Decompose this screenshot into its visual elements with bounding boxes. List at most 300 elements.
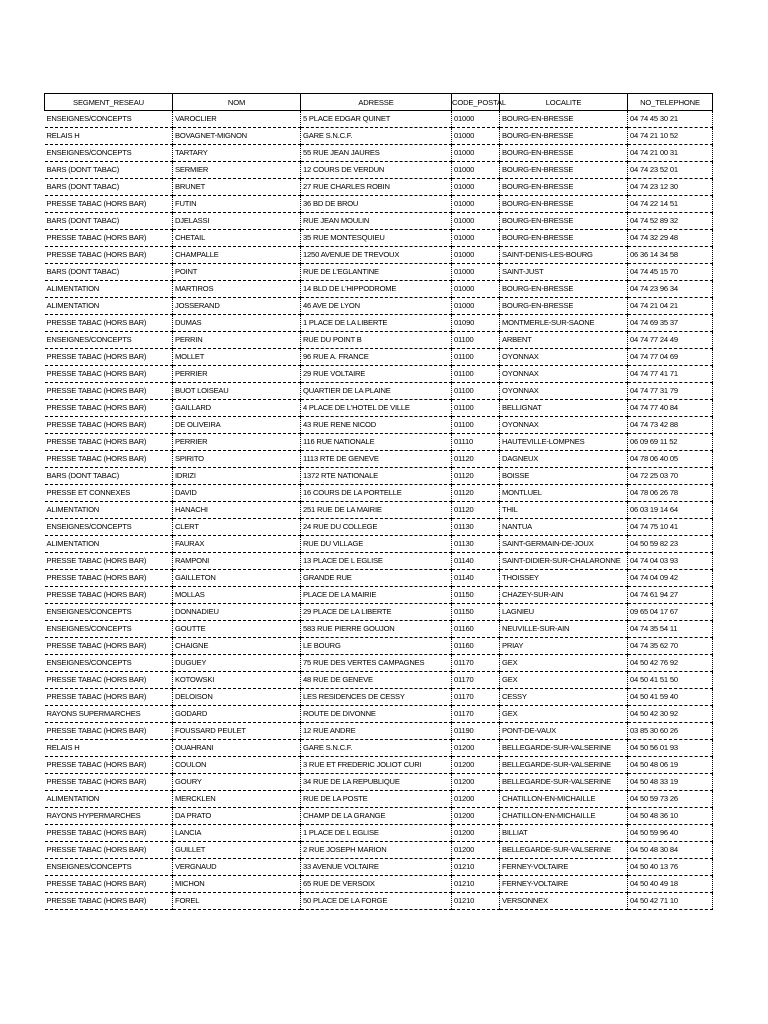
adresse-cell[interactable]: 43 RUE RENE NICOD	[301, 417, 452, 434]
adresse-cell[interactable]: QUARTIER DE LA PLAINE	[301, 383, 452, 400]
segment-reseau-cell[interactable]: BARS (DONT TABAC)	[45, 162, 173, 179]
no-telephone-cell[interactable]: 04 74 77 04 69	[628, 349, 713, 366]
no-telephone-cell[interactable]: 04 74 77 40 84	[628, 400, 713, 417]
localite-cell[interactable]: BOURG-EN-BRESSE	[500, 230, 628, 247]
adresse-cell[interactable]: 50 PLACE DE LA FORGE	[301, 893, 452, 910]
nom-cell[interactable]: KOTOWSKI	[173, 672, 301, 689]
no-telephone-cell[interactable]: 04 50 40 49 18	[628, 876, 713, 893]
no-telephone-cell[interactable]: 04 78 06 40 05	[628, 451, 713, 468]
nom-cell[interactable]: DJELASSI	[173, 213, 301, 230]
segment-reseau-cell[interactable]: PRESSE TABAC (HORS BAR)	[45, 400, 173, 417]
adresse-cell[interactable]: 96 RUE A. FRANCE	[301, 349, 452, 366]
nom-cell[interactable]: DE OLIVEIRA	[173, 417, 301, 434]
no-telephone-cell[interactable]: 04 74 35 54 11	[628, 621, 713, 638]
segment-reseau-cell[interactable]: RAYONS SUPERMARCHES	[45, 706, 173, 723]
no-telephone-cell[interactable]: 04 50 59 96 40	[628, 825, 713, 842]
no-telephone-cell[interactable]: 04 72 25 03 70	[628, 468, 713, 485]
code-postal-cell[interactable]: 01150	[452, 587, 500, 604]
localite-cell[interactable]: BELLEGARDE-SUR-VALSERINE	[500, 757, 628, 774]
nom-cell[interactable]: MICHON	[173, 876, 301, 893]
segment-reseau-cell[interactable]: RAYONS HYPERMARCHES	[45, 808, 173, 825]
code-postal-cell[interactable]: 01170	[452, 655, 500, 672]
segment-reseau-cell[interactable]: PRESSE TABAC (HORS BAR)	[45, 349, 173, 366]
no-telephone-cell[interactable]: 04 74 61 94 27	[628, 587, 713, 604]
nom-cell[interactable]: CHAMPALLE	[173, 247, 301, 264]
localite-cell[interactable]: BOURG-EN-BRESSE	[500, 145, 628, 162]
localite-cell[interactable]: MONTLUEL	[500, 485, 628, 502]
localite-cell[interactable]: BOURG-EN-BRESSE	[500, 213, 628, 230]
code-postal-cell[interactable]: 01000	[452, 281, 500, 298]
nom-cell[interactable]: RAMPONI	[173, 553, 301, 570]
adresse-cell[interactable]: RUE DE L'EGLANTINE	[301, 264, 452, 281]
no-telephone-cell[interactable]: 04 74 69 35 37	[628, 315, 713, 332]
nom-cell[interactable]: TARTARY	[173, 145, 301, 162]
nom-cell[interactable]: MERCKLEN	[173, 791, 301, 808]
code-postal-cell[interactable]: 01200	[452, 757, 500, 774]
localite-cell[interactable]: PRIAY	[500, 638, 628, 655]
nom-cell[interactable]: POINT	[173, 264, 301, 281]
no-telephone-cell[interactable]: 09 65 04 17 67	[628, 604, 713, 621]
segment-reseau-cell[interactable]: PRESSE TABAC (HORS BAR)	[45, 774, 173, 791]
localite-cell[interactable]: BELLEGARDE-SUR-VALSERINE	[500, 740, 628, 757]
no-telephone-cell[interactable]: 04 50 56 01 93	[628, 740, 713, 757]
code-postal-cell[interactable]: 01100	[452, 417, 500, 434]
localite-cell[interactable]: CHATILLON-EN-MICHAILLE	[500, 808, 628, 825]
nom-cell[interactable]: FOUSSARD PEULET	[173, 723, 301, 740]
adresse-cell[interactable]: 27 RUE CHARLES ROBIN	[301, 179, 452, 196]
code-postal-cell[interactable]: 01120	[452, 485, 500, 502]
code-postal-cell[interactable]: 01210	[452, 876, 500, 893]
nom-cell[interactable]: OUAHRANI	[173, 740, 301, 757]
no-telephone-cell[interactable]: 04 74 21 10 52	[628, 128, 713, 145]
adresse-cell[interactable]: CHAMP DE LA GRANGE	[301, 808, 452, 825]
segment-reseau-cell[interactable]: ENSEIGNES/CONCEPTS	[45, 859, 173, 876]
segment-reseau-cell[interactable]: PRESSE TABAC (HORS BAR)	[45, 230, 173, 247]
localite-cell[interactable]: GEX	[500, 672, 628, 689]
code-postal-cell[interactable]: 01200	[452, 825, 500, 842]
table-row	[45, 383, 713, 400]
code-postal-cell[interactable]: 01100	[452, 332, 500, 349]
adresse-cell[interactable]: LES RESIDENCES DE CESSY	[301, 689, 452, 706]
segment-reseau-cell[interactable]: ALIMENTATION	[45, 536, 173, 553]
localite-cell[interactable]: BOURG-EN-BRESSE	[500, 281, 628, 298]
code-postal-cell[interactable]: 01000	[452, 264, 500, 281]
no-telephone-cell[interactable]: 04 50 42 71 10	[628, 893, 713, 910]
adresse-cell[interactable]: 46 AVE DE LYON	[301, 298, 452, 315]
nom-cell[interactable]: BRUNET	[173, 179, 301, 196]
segment-reseau-cell[interactable]: RELAIS H	[45, 740, 173, 757]
table-row	[45, 757, 713, 774]
adresse-cell[interactable]: ROUTE DE DIVONNE	[301, 706, 452, 723]
column-header-no-telephone[interactable]: NO_TELEPHONE	[628, 94, 713, 111]
code-postal-cell[interactable]: 01000	[452, 196, 500, 213]
no-telephone-cell[interactable]: 04 74 35 62 70	[628, 638, 713, 655]
code-postal-cell[interactable]: 01200	[452, 774, 500, 791]
localite-cell[interactable]: BELLEGARDE-SUR-VALSERINE	[500, 842, 628, 859]
no-telephone-cell[interactable]: 04 50 48 33 19	[628, 774, 713, 791]
code-postal-cell[interactable]: 01130	[452, 519, 500, 536]
segment-reseau-cell[interactable]: PRESSE TABAC (HORS BAR)	[45, 587, 173, 604]
localite-cell[interactable]: NANTUA	[500, 519, 628, 536]
no-telephone-cell[interactable]: 04 74 73 42 88	[628, 417, 713, 434]
adresse-cell[interactable]: 3 RUE ET FREDERIC JOLIOT CURI	[301, 757, 452, 774]
nom-cell[interactable]: GODARD	[173, 706, 301, 723]
table-row	[45, 230, 713, 247]
code-postal-cell[interactable]: 01160	[452, 621, 500, 638]
localite-cell[interactable]: BOURG-EN-BRESSE	[500, 196, 628, 213]
code-postal-cell[interactable]: 01000	[452, 247, 500, 264]
segment-reseau-cell[interactable]: PRESSE TABAC (HORS BAR)	[45, 553, 173, 570]
segment-reseau-cell[interactable]: ENSEIGNES/CONCEPTS	[45, 332, 173, 349]
adresse-cell[interactable]: GARE S.N.C.F.	[301, 128, 452, 145]
table-row	[45, 621, 713, 638]
nom-cell[interactable]: VAROCLIER	[173, 111, 301, 128]
no-telephone-cell[interactable]: 04 74 23 96 34	[628, 281, 713, 298]
no-telephone-cell[interactable]: 04 50 48 36 10	[628, 808, 713, 825]
localite-cell[interactable]: SAINT-GERMAIN-DE-JOUX	[500, 536, 628, 553]
no-telephone-cell[interactable]: 04 50 40 13 76	[628, 859, 713, 876]
no-telephone-cell[interactable]: 04 74 23 12 30	[628, 179, 713, 196]
segment-reseau-cell[interactable]: ALIMENTATION	[45, 791, 173, 808]
localite-cell[interactable]: BOURG-EN-BRESSE	[500, 179, 628, 196]
segment-reseau-cell[interactable]: PRESSE TABAC (HORS BAR)	[45, 315, 173, 332]
localite-cell[interactable]: THIL	[500, 502, 628, 519]
adresse-cell[interactable]: 34 RUE DE LA REPUBLIQUE	[301, 774, 452, 791]
adresse-cell[interactable]: RUE DU POINT B	[301, 332, 452, 349]
localite-cell[interactable]: SAINT-JUST	[500, 264, 628, 281]
segment-reseau-cell[interactable]: PRESSE TABAC (HORS BAR)	[45, 638, 173, 655]
adresse-cell[interactable]: 14 BLD DE L'HIPPODROME	[301, 281, 452, 298]
code-postal-cell[interactable]: 01200	[452, 842, 500, 859]
localite-cell[interactable]: FERNEY-VOLTAIRE	[500, 859, 628, 876]
localite-cell[interactable]: OYONNAX	[500, 417, 628, 434]
code-postal-cell[interactable]: 01120	[452, 502, 500, 519]
localite-cell[interactable]: NEUVILLE-SUR-AIN	[500, 621, 628, 638]
code-postal-cell[interactable]: 01000	[452, 213, 500, 230]
code-postal-cell[interactable]: 01210	[452, 893, 500, 910]
adresse-cell[interactable]: 48 RUE DE GENEVE	[301, 672, 452, 689]
nom-cell[interactable]: PERRIN	[173, 332, 301, 349]
code-postal-cell[interactable]: 01170	[452, 672, 500, 689]
segment-reseau-cell[interactable]: ENSEIGNES/CONCEPTS	[45, 111, 173, 128]
no-telephone-cell[interactable]: 04 74 77 31 79	[628, 383, 713, 400]
no-telephone-cell[interactable]: 04 74 04 09 42	[628, 570, 713, 587]
segment-reseau-cell[interactable]: ALIMENTATION	[45, 281, 173, 298]
no-telephone-cell[interactable]: 06 09 69 11 52	[628, 434, 713, 451]
localite-cell[interactable]: BILLIAT	[500, 825, 628, 842]
code-postal-cell[interactable]: 01000	[452, 179, 500, 196]
nom-cell[interactable]: PERRIER	[173, 434, 301, 451]
localite-cell[interactable]: CHAZEY-SUR-AIN	[500, 587, 628, 604]
nom-cell[interactable]: VERGNAUD	[173, 859, 301, 876]
adresse-cell[interactable]: 583 RUE PIERRE GOUJON	[301, 621, 452, 638]
no-telephone-cell[interactable]: 06 36 14 34 58	[628, 247, 713, 264]
no-telephone-cell[interactable]: 04 74 77 24 49	[628, 332, 713, 349]
segment-reseau-cell[interactable]: BARS (DONT TABAC)	[45, 213, 173, 230]
segment-reseau-cell[interactable]: PRESSE TABAC (HORS BAR)	[45, 757, 173, 774]
no-telephone-cell[interactable]: 04 74 21 00 31	[628, 145, 713, 162]
localite-cell[interactable]: BOURG-EN-BRESSE	[500, 298, 628, 315]
nom-cell[interactable]: DELOISON	[173, 689, 301, 706]
localite-cell[interactable]: GEX	[500, 706, 628, 723]
localite-cell[interactable]: OYONNAX	[500, 349, 628, 366]
segment-reseau-cell[interactable]: PRESSE TABAC (HORS BAR)	[45, 196, 173, 213]
table-row	[45, 723, 713, 740]
adresse-cell[interactable]: 116 RUE NATIONALE	[301, 434, 452, 451]
code-postal-cell[interactable]: 01000	[452, 111, 500, 128]
nom-cell[interactable]: CLERT	[173, 519, 301, 536]
code-postal-cell[interactable]: 01120	[452, 468, 500, 485]
no-telephone-cell[interactable]: 04 50 48 06 19	[628, 757, 713, 774]
adresse-cell[interactable]: 33 AVENUE VOLTAIRE	[301, 859, 452, 876]
no-telephone-cell[interactable]: 04 50 59 82 23	[628, 536, 713, 553]
no-telephone-cell[interactable]: 03 85 30 60 26	[628, 723, 713, 740]
segment-reseau-cell[interactable]: ALIMENTATION	[45, 502, 173, 519]
segment-reseau-cell[interactable]: ENSEIGNES/CONCEPTS	[45, 519, 173, 536]
localite-cell[interactable]: BOURG-EN-BRESSE	[500, 128, 628, 145]
nom-cell[interactable]: JOSSERAND	[173, 298, 301, 315]
table-row	[45, 451, 713, 468]
adresse-cell[interactable]: 12 COURS DE VERDUN	[301, 162, 452, 179]
adresse-cell[interactable]: PLACE DE LA MAIRIE	[301, 587, 452, 604]
localite-cell[interactable]: LAGNIEU	[500, 604, 628, 621]
adresse-cell[interactable]: 1 PLACE DE L EGLISE	[301, 825, 452, 842]
adresse-cell[interactable]: RUE DU VILLAGE	[301, 536, 452, 553]
no-telephone-cell[interactable]: 04 50 42 76 92	[628, 655, 713, 672]
column-header-localite[interactable]: LOCALITE	[500, 94, 628, 111]
no-telephone-cell[interactable]: 04 74 52 89 32	[628, 213, 713, 230]
adresse-cell[interactable]: 4 PLACE DE L'HOTEL DE VILLE	[301, 400, 452, 417]
code-postal-cell[interactable]: 01000	[452, 145, 500, 162]
adresse-cell[interactable]: RUE DE LA POSTE	[301, 791, 452, 808]
code-postal-cell[interactable]: 01170	[452, 706, 500, 723]
segment-reseau-cell[interactable]: PRESSE TABAC (HORS BAR)	[45, 570, 173, 587]
nom-cell[interactable]: FUTIN	[173, 196, 301, 213]
adresse-cell[interactable]: 13 PLACE DE L EGLISE	[301, 553, 452, 570]
localite-cell[interactable]: FERNEY-VOLTAIRE	[500, 876, 628, 893]
adresse-cell[interactable]: 12 RUE ANDRE	[301, 723, 452, 740]
adresse-cell[interactable]: GARE S.N.C.F.	[301, 740, 452, 757]
code-postal-cell[interactable]: 01120	[452, 451, 500, 468]
code-postal-cell[interactable]: 01000	[452, 298, 500, 315]
adresse-cell[interactable]: 1113 RTE DE GENEVE	[301, 451, 452, 468]
table-row	[45, 213, 713, 230]
nom-cell[interactable]: MARTIROS	[173, 281, 301, 298]
localite-cell[interactable]: MONTMERLE-SUR-SAONE	[500, 315, 628, 332]
localite-cell[interactable]: CESSY	[500, 689, 628, 706]
no-telephone-cell[interactable]: 04 50 41 59 40	[628, 689, 713, 706]
no-telephone-cell[interactable]: 04 74 32 29 48	[628, 230, 713, 247]
segment-reseau-cell[interactable]: PRESSE TABAC (HORS BAR)	[45, 689, 173, 706]
nom-cell[interactable]: GAILLETON	[173, 570, 301, 587]
localite-cell[interactable]: ARBENT	[500, 332, 628, 349]
segment-reseau-cell[interactable]: PRESSE TABAC (HORS BAR)	[45, 247, 173, 264]
code-postal-cell[interactable]: 01200	[452, 791, 500, 808]
localite-cell[interactable]: VERSONNEX	[500, 893, 628, 910]
code-postal-cell[interactable]: 01140	[452, 570, 500, 587]
adresse-cell[interactable]: 1250 AVENUE DE TREVOUX	[301, 247, 452, 264]
nom-cell[interactable]: DA PRATO	[173, 808, 301, 825]
localite-cell[interactable]: BOURG-EN-BRESSE	[500, 111, 628, 128]
adresse-cell[interactable]: 29 RUE VOLTAIRE	[301, 366, 452, 383]
segment-reseau-cell[interactable]: PRESSE TABAC (HORS BAR)	[45, 842, 173, 859]
segment-reseau-cell[interactable]: PRESSE TABAC (HORS BAR)	[45, 893, 173, 910]
segment-reseau-cell[interactable]: BARS (DONT TABAC)	[45, 468, 173, 485]
nom-cell[interactable]: DUGUEY	[173, 655, 301, 672]
no-telephone-cell[interactable]: 04 50 48 30 84	[628, 842, 713, 859]
code-postal-cell[interactable]: 01200	[452, 808, 500, 825]
no-telephone-cell[interactable]: 04 78 06 26 78	[628, 485, 713, 502]
code-postal-cell[interactable]: 01110	[452, 434, 500, 451]
no-telephone-cell[interactable]: 04 74 22 14 51	[628, 196, 713, 213]
nom-cell[interactable]: MOLLAS	[173, 587, 301, 604]
segment-reseau-cell[interactable]: PRESSE TABAC (HORS BAR)	[45, 417, 173, 434]
nom-cell[interactable]: DONNADIEU	[173, 604, 301, 621]
nom-cell[interactable]: PERRIER	[173, 366, 301, 383]
nom-cell[interactable]: CHETAIL	[173, 230, 301, 247]
localite-cell[interactable]: OYONNAX	[500, 383, 628, 400]
column-header-adresse[interactable]: ADRESSE	[301, 94, 452, 111]
adresse-cell[interactable]: 5 PLACE EDGAR QUINET	[301, 111, 452, 128]
localite-cell[interactable]: BOISSE	[500, 468, 628, 485]
segment-reseau-cell[interactable]: ENSEIGNES/CONCEPTS	[45, 655, 173, 672]
segment-reseau-cell[interactable]: ENSEIGNES/CONCEPTS	[45, 621, 173, 638]
adresse-cell[interactable]: 36 BD DE BROU	[301, 196, 452, 213]
segment-reseau-cell[interactable]: ENSEIGNES/CONCEPTS	[45, 145, 173, 162]
localite-cell[interactable]: CHATILLON-EN-MICHAILLE	[500, 791, 628, 808]
nom-cell[interactable]: IDRIZI	[173, 468, 301, 485]
code-postal-cell[interactable]: 01200	[452, 740, 500, 757]
segment-reseau-cell[interactable]: PRESSE TABAC (HORS BAR)	[45, 672, 173, 689]
localite-cell[interactable]: BOURG-EN-BRESSE	[500, 162, 628, 179]
adresse-cell[interactable]: 1372 RTE NATIONALE	[301, 468, 452, 485]
no-telephone-cell[interactable]: 04 74 23 52 01	[628, 162, 713, 179]
nom-cell[interactable]: LANCIA	[173, 825, 301, 842]
localite-cell[interactable]: SAINT-DENIS-LES-BOURG	[500, 247, 628, 264]
code-postal-cell[interactable]: 01000	[452, 230, 500, 247]
no-telephone-cell[interactable]: 04 74 75 10 41	[628, 519, 713, 536]
code-postal-cell[interactable]: 01160	[452, 638, 500, 655]
segment-reseau-cell[interactable]: PRESSE TABAC (HORS BAR)	[45, 434, 173, 451]
localite-cell[interactable]: OYONNAX	[500, 366, 628, 383]
adresse-cell[interactable]: 75 RUE DES VERTES CAMPAGNES	[301, 655, 452, 672]
adresse-cell[interactable]: 2 RUE JOSEPH MARION	[301, 842, 452, 859]
nom-cell[interactable]: CHAIGNE	[173, 638, 301, 655]
code-postal-cell[interactable]: 01100	[452, 366, 500, 383]
no-telephone-cell[interactable]: 04 74 21 04 21	[628, 298, 713, 315]
adresse-cell[interactable]: 24 RUE DU COLLEGE	[301, 519, 452, 536]
nom-cell[interactable]: GAILLARD	[173, 400, 301, 417]
segment-reseau-cell[interactable]: PRESSE TABAC (HORS BAR)	[45, 825, 173, 842]
localite-cell[interactable]: BELLIGNAT	[500, 400, 628, 417]
adresse-cell[interactable]: 251 RUE DE LA MAIRIE	[301, 502, 452, 519]
adresse-cell[interactable]: 55 RUE JEAN JAURES	[301, 145, 452, 162]
code-postal-cell[interactable]: 01150	[452, 604, 500, 621]
column-header-segment-reseau[interactable]: SEGMENT_RESEAU	[45, 94, 173, 111]
nom-cell[interactable]: FAURAX	[173, 536, 301, 553]
column-header-code-postal[interactable]: CODE_POSTAL	[452, 94, 500, 111]
no-telephone-cell[interactable]: 04 74 45 15 70	[628, 264, 713, 281]
no-telephone-cell[interactable]: 04 74 04 03 93	[628, 553, 713, 570]
code-postal-cell[interactable]: 01000	[452, 162, 500, 179]
nom-cell[interactable]: GUILLET	[173, 842, 301, 859]
nom-cell[interactable]: SERMIER	[173, 162, 301, 179]
segment-reseau-cell[interactable]: PRESSE ET CONNEXES	[45, 485, 173, 502]
segment-reseau-cell[interactable]: PRESSE TABAC (HORS BAR)	[45, 451, 173, 468]
no-telephone-cell[interactable]: 04 50 42 30 92	[628, 706, 713, 723]
no-telephone-cell[interactable]: 04 74 77 41 71	[628, 366, 713, 383]
nom-cell[interactable]: HANACHI	[173, 502, 301, 519]
segment-reseau-cell[interactable]: ENSEIGNES/CONCEPTS	[45, 604, 173, 621]
localite-cell[interactable]: GEX	[500, 655, 628, 672]
localite-cell[interactable]: DAGNEUX	[500, 451, 628, 468]
code-postal-cell[interactable]: 01210	[452, 859, 500, 876]
segment-reseau-cell[interactable]: ALIMENTATION	[45, 298, 173, 315]
segment-reseau-cell[interactable]: BARS (DONT TABAC)	[45, 179, 173, 196]
column-header-nom[interactable]: NOM	[173, 94, 301, 111]
table-row	[45, 791, 713, 808]
segment-reseau-cell[interactable]: PRESSE TABAC (HORS BAR)	[45, 366, 173, 383]
segment-reseau-cell[interactable]: RELAIS H	[45, 128, 173, 145]
no-telephone-cell[interactable]: 06 03 19 14 64	[628, 502, 713, 519]
code-postal-cell[interactable]: 01100	[452, 400, 500, 417]
code-postal-cell[interactable]: 01170	[452, 689, 500, 706]
adresse-cell[interactable]: 35 RUE MONTESQUIEU	[301, 230, 452, 247]
nom-cell[interactable]: COULON	[173, 757, 301, 774]
localite-cell[interactable]: SAINT-DIDIER-SUR-CHALARONNE	[500, 553, 628, 570]
nom-cell[interactable]: FOREL	[173, 893, 301, 910]
nom-cell[interactable]: MOLLET	[173, 349, 301, 366]
localite-cell[interactable]: THOISSEY	[500, 570, 628, 587]
adresse-cell[interactable]: 29 PLACE DE LA LIBERTE	[301, 604, 452, 621]
segment-reseau-cell[interactable]: PRESSE TABAC (HORS BAR)	[45, 876, 173, 893]
nom-cell[interactable]: DUMAS	[173, 315, 301, 332]
localite-cell[interactable]: HAUTEVILLE-LOMPNES	[500, 434, 628, 451]
no-telephone-cell[interactable]: 04 74 45 30 21	[628, 111, 713, 128]
segment-reseau-cell[interactable]: PRESSE TABAC (HORS BAR)	[45, 383, 173, 400]
adresse-cell[interactable]: LE BOURG	[301, 638, 452, 655]
table-row	[45, 774, 713, 791]
nom-cell[interactable]: DAVID	[173, 485, 301, 502]
nom-cell[interactable]: SPIRITO	[173, 451, 301, 468]
localite-cell[interactable]: PONT-DE-VAUX	[500, 723, 628, 740]
adresse-cell[interactable]: 65 RUE DE VERSOIX	[301, 876, 452, 893]
code-postal-cell[interactable]: 01100	[452, 383, 500, 400]
nom-cell[interactable]: GOUTTE	[173, 621, 301, 638]
code-postal-cell[interactable]: 01190	[452, 723, 500, 740]
code-postal-cell[interactable]: 01000	[452, 128, 500, 145]
nom-cell[interactable]: BUOT LOISEAU	[173, 383, 301, 400]
table-row	[45, 315, 713, 332]
nom-cell[interactable]: GOURY	[173, 774, 301, 791]
table-row	[45, 808, 713, 825]
code-postal-cell[interactable]: 01090	[452, 315, 500, 332]
no-telephone-cell[interactable]: 04 50 41 51 50	[628, 672, 713, 689]
adresse-cell[interactable]: GRANDE RUE	[301, 570, 452, 587]
localite-cell[interactable]: BELLEGARDE-SUR-VALSERINE	[500, 774, 628, 791]
code-postal-cell[interactable]: 01130	[452, 536, 500, 553]
no-telephone-cell[interactable]: 04 50 59 73 26	[628, 791, 713, 808]
code-postal-cell[interactable]: 01100	[452, 349, 500, 366]
adresse-cell[interactable]: 16 COURS DE LA PORTELLE	[301, 485, 452, 502]
segment-reseau-cell[interactable]: BARS (DONT TABAC)	[45, 264, 173, 281]
table-row	[45, 638, 713, 655]
adresse-cell[interactable]: RUE JEAN MOULIN	[301, 213, 452, 230]
nom-cell[interactable]: BOVAGNET-MIGNON	[173, 128, 301, 145]
adresse-cell[interactable]: 1 PLACE DE LA LIBERTE	[301, 315, 452, 332]
code-postal-cell[interactable]: 01140	[452, 553, 500, 570]
segment-reseau-cell[interactable]: PRESSE TABAC (HORS BAR)	[45, 723, 173, 740]
